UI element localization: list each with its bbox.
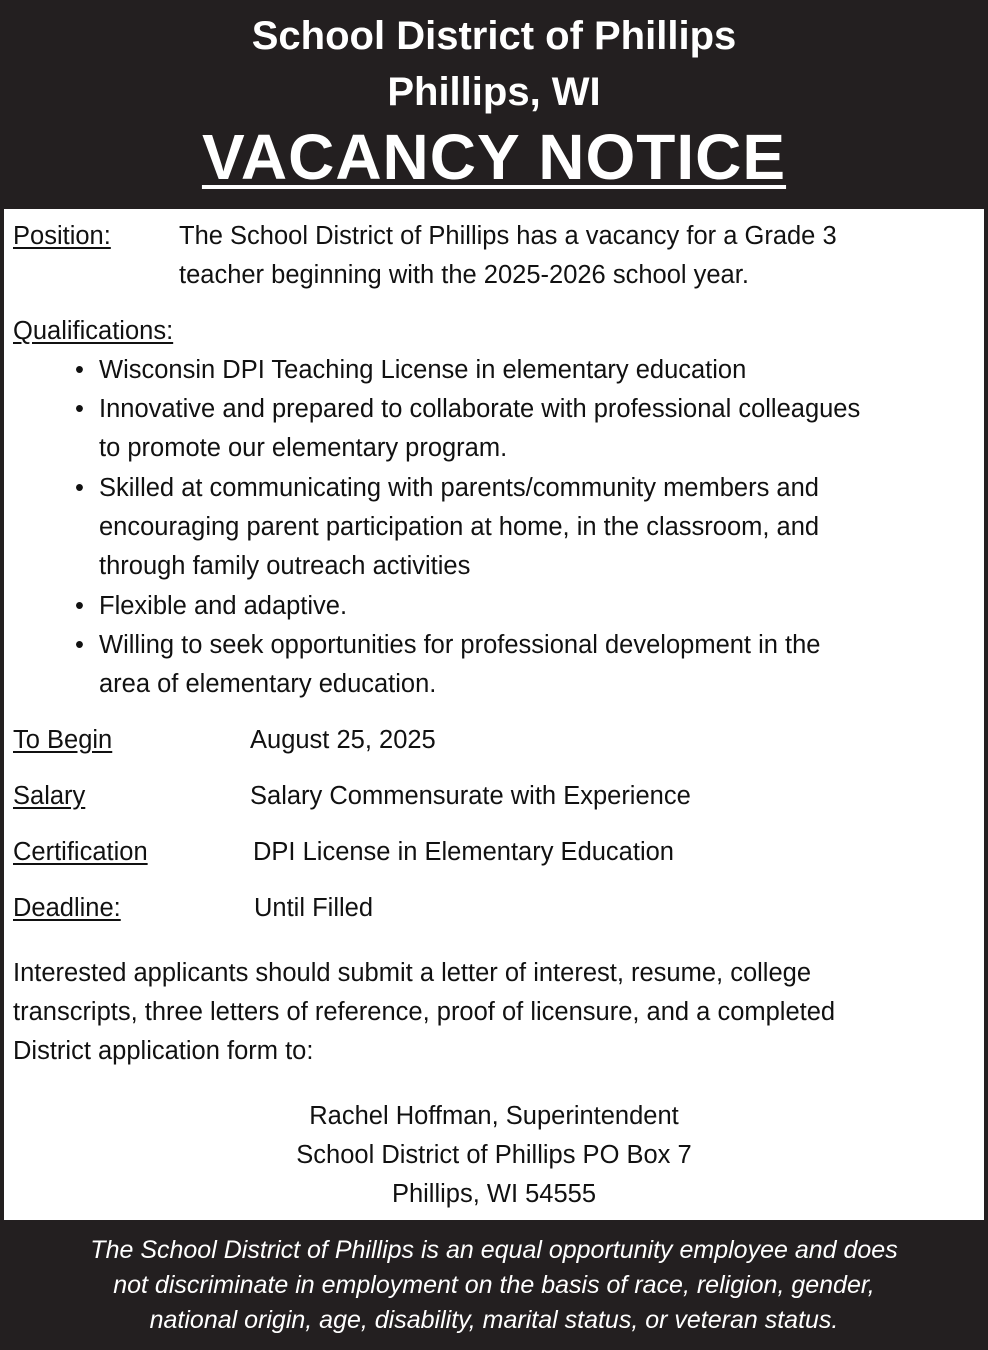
eeo-line-3: national origin, age, disability, marital status, or veteran status. <box>149 1306 839 1334</box>
qualification-item-5-line-2: area of elementary education. <box>99 670 437 698</box>
notice-title: VACANCY NOTICE <box>201 121 787 193</box>
deadline-value: Until Filled <box>254 894 374 922</box>
qualification-item-4-line-1: Flexible and adaptive. <box>99 592 348 620</box>
contact-city: Phillips, WI 54555 <box>391 1180 597 1208</box>
district-location: Phillips, WI <box>387 70 601 114</box>
qualification-item-2-line-2: to promote our elementary program. <box>99 434 508 462</box>
to-begin-label: To Begin <box>13 726 113 754</box>
certification-label: Certification <box>13 838 148 866</box>
contact-address: School District of Phillips PO Box 7 <box>296 1141 692 1169</box>
qualification-item-3-line-3: through family outreach activities <box>99 552 471 580</box>
bullet-icon: • <box>75 592 84 620</box>
instructions-line-2: transcripts, three letters of reference, proof of licensure, and a completed <box>13 998 836 1026</box>
instructions-line-1: Interested applicants should submit a letter of interest, resume, college <box>13 959 812 987</box>
bullet-icon: • <box>75 356 84 384</box>
contact-name: Rachel Hoffman, Superintendent <box>309 1102 679 1130</box>
position-line-1: The School District of Phillips has a vacancy for a Grade 3 <box>179 222 837 250</box>
eeo-line-1: The School District of Phillips is an equal opportunity employee and does <box>90 1236 898 1264</box>
deadline-label: Deadline: <box>13 894 121 922</box>
qualification-item-5-line-1: Willing to seek opportunities for professional development in the <box>99 631 821 659</box>
eeo-statement <box>0 1220 988 1350</box>
notice-body <box>4 209 984 1220</box>
position-label: Position: <box>13 222 111 250</box>
instructions-line-3: District application form to: <box>13 1037 314 1065</box>
qualification-item-3-line-2: encouraging parent participation at home, in the classroom, and <box>99 513 820 541</box>
qualification-item-1-line-1: Wisconsin DPI Teaching License in elementary education <box>99 356 747 384</box>
to-begin-value: August 25, 2025 <box>250 726 436 754</box>
bullet-icon: • <box>75 631 84 659</box>
notice-header <box>0 0 988 209</box>
eeo-line-2: not discriminate in employment on the basis of race, religion, gender, <box>113 1271 875 1299</box>
certification-value: DPI License in Elementary Education <box>253 838 674 866</box>
qualification-item-2-line-1: Innovative and prepared to collaborate with professional colleagues <box>99 395 861 423</box>
qualification-item-3-line-1: Skilled at communicating with parents/community members and <box>99 474 819 502</box>
bullet-icon: • <box>75 395 84 423</box>
position-line-2: teacher beginning with the 2025-2026 school year. <box>179 261 749 289</box>
district-name: School District of Phillips <box>251 14 737 58</box>
bullet-icon: • <box>75 474 84 502</box>
salary-label: Salary <box>13 782 86 810</box>
qualifications-label: Qualifications: <box>13 317 174 345</box>
salary-value: Salary Commensurate with Experience <box>250 782 691 810</box>
